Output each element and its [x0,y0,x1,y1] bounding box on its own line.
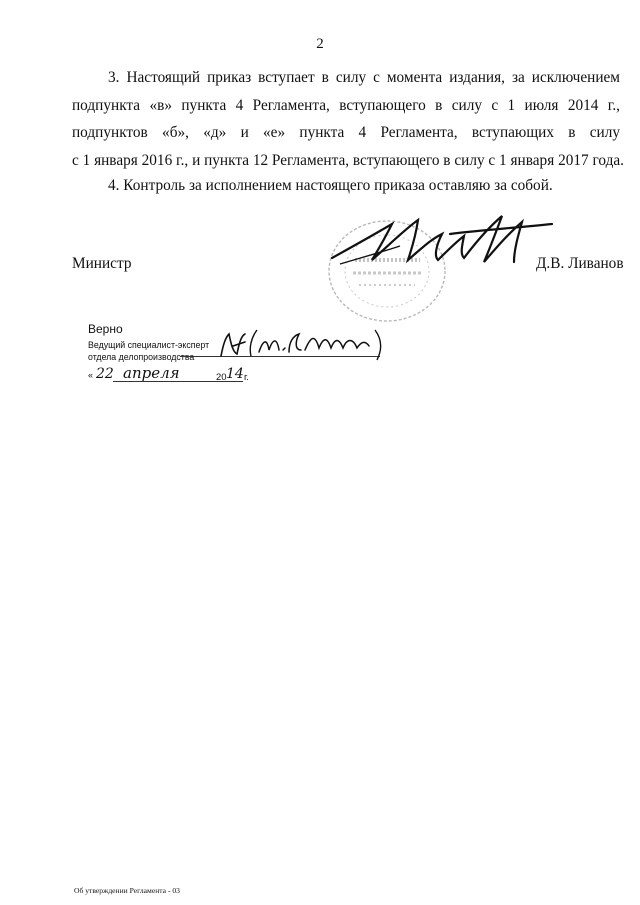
paragraph-effective-date [72,64,624,174]
certifier-handwritten-signature-image [215,326,390,362]
signatory-name: Д.В. Ливанов [536,255,624,272]
paragraph-line: с 1 января 2016 г., и пункта 12 Регламента, вступающего в силу с 1 января 2017 года. [72,151,624,169]
certifier-position [88,340,228,363]
paragraph-control [72,172,620,200]
date-day: 22 [96,366,114,382]
signatory-title: Министр [72,255,132,272]
date-quote-mark: « [88,370,94,380]
certifier-position-line: отдела делопроизводства [88,351,195,362]
date-month: апреля [123,364,180,382]
footer-reference: Об утверждении Регламента - 03 [74,886,180,895]
date-year-suffix: 14 [226,366,244,382]
paragraph-line: подпункта «в» пункта 4 Регламента, вступающего в силу с 1 июля 2014 г., [72,96,620,114]
certification-title: Верно [88,322,123,336]
paragraph-line: 3. Настоящий приказ вступает в силу с момента издания, за исключением [108,69,620,86]
page-number: 2 [316,36,324,52]
certifier-position-line: Ведущий специалист-эксперт [88,340,210,350]
minister-signature-image [330,212,555,272]
date-suffix: г. [244,372,249,383]
certification-date [88,366,268,390]
paragraph-line: 4. Контроль за исполнением настоящего приказа оставляю за собой. [108,177,553,194]
date-year-prefix: 20 [216,372,227,383]
paragraph-line: подпунктов «б», «д» и «е» пункта 4 Регламента, вступающих в силу [72,124,620,142]
